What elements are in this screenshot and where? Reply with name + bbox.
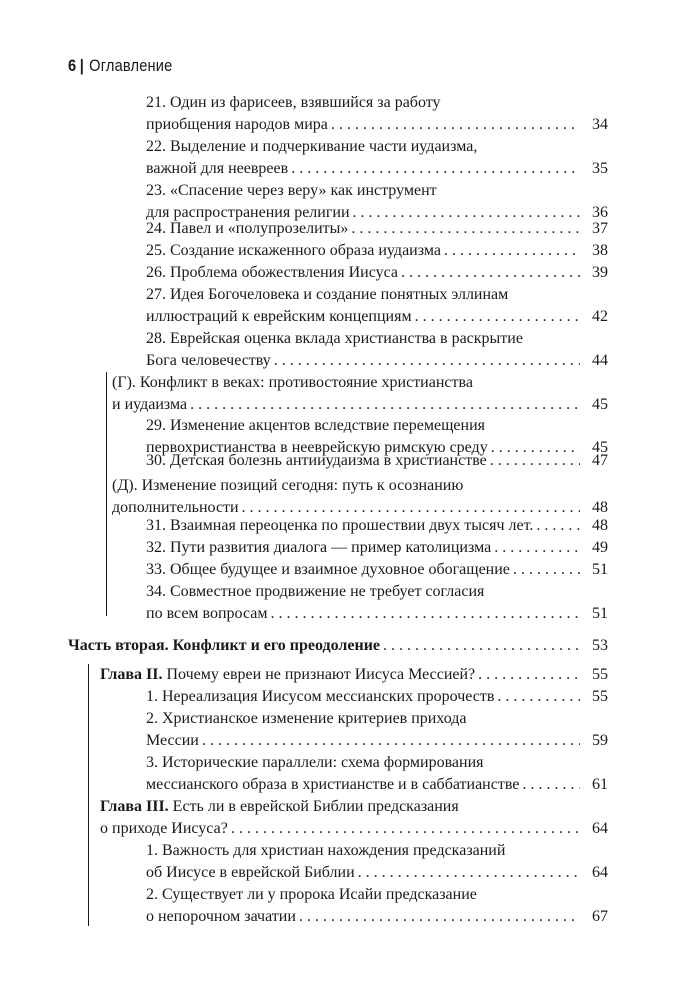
- toc-entry[interactable]: [146, 262, 608, 284]
- entry-title-text: [146, 306, 412, 328]
- entry-last-line: [146, 262, 608, 284]
- entry-title-line: [146, 180, 608, 202]
- toc-entry[interactable]: [100, 796, 608, 840]
- entry-title-text: [146, 862, 355, 884]
- entry-title-text: [112, 394, 187, 416]
- page-ref[interactable]: 67: [592, 908, 608, 925]
- page-ref[interactable]: 51: [592, 605, 608, 622]
- toc-entry[interactable]: [112, 475, 608, 519]
- entry-title-text: [68, 635, 380, 657]
- dot-leader: [415, 306, 580, 328]
- entry-last-line: [146, 730, 608, 752]
- entry-last-line: [146, 240, 608, 262]
- entry-title-line: [146, 136, 608, 158]
- page-ref[interactable]: 61: [592, 776, 608, 793]
- chapter-label: Глава III.: [100, 798, 169, 815]
- page-ref[interactable]: 48: [592, 517, 608, 534]
- entry-title-text: 29. Изменение акцентов вследствие перемещения: [146, 417, 485, 434]
- entry-title-text: 3. Исторические параллели: схема формирования: [146, 754, 484, 771]
- entry-title-text: [146, 730, 199, 752]
- entry-title-fragment: Почему евреи не признают Иисуса Мессией?: [162, 666, 476, 683]
- toc-entry[interactable]: [146, 240, 608, 262]
- entry-title-line: [146, 328, 608, 350]
- dot-leader: [358, 862, 580, 884]
- dot-leader: [401, 262, 580, 284]
- dot-leader: [270, 603, 580, 625]
- dot-leader: [291, 158, 580, 180]
- entry-title-line: [100, 796, 608, 818]
- dot-leader: [522, 774, 580, 796]
- entry-last-line: [100, 664, 608, 686]
- indent-rule-part2: [88, 664, 89, 926]
- page-ref[interactable]: 39: [592, 264, 608, 281]
- page-number: 6: [68, 56, 77, 75]
- entry-title-fragment: иллюстраций к еврейским концепциям: [146, 308, 412, 325]
- entry-title-text: 22. Выделение и подчеркивание части иудаизма,: [146, 138, 478, 155]
- entry-title-fragment: Бога человечеству: [146, 352, 271, 369]
- entry-title-fragment: Мессии: [146, 732, 199, 749]
- page-ref[interactable]: 34: [592, 116, 608, 133]
- entry-last-line: [146, 350, 608, 372]
- page-ref[interactable]: 37: [592, 220, 608, 237]
- indent-rule-part1: [106, 372, 107, 616]
- dot-leader: [383, 635, 580, 657]
- entry-last-line: [146, 515, 608, 537]
- entry-title-text: 27. Идея Богочеловека и создание понятных эллинам: [146, 286, 509, 303]
- entry-title-fragment: важной для неевреев: [146, 160, 289, 177]
- entry-title-fragment: 24. Павел и «полупрозелиты»: [146, 220, 349, 237]
- entry-title-text: 2. Существует ли у пророка Исайи предсказание: [146, 886, 477, 903]
- toc-entry[interactable]: [68, 635, 608, 657]
- entry-title-text: [146, 158, 288, 180]
- page-ref[interactable]: 45: [592, 396, 608, 413]
- entry-title-fragment: 32. Пути развития диалога — пример католицизма: [146, 539, 492, 556]
- toc-entry[interactable]: [146, 537, 608, 559]
- dot-leader: [299, 906, 580, 928]
- page-ref[interactable]: 64: [592, 864, 608, 881]
- entry-title-text: [146, 114, 328, 136]
- entry-last-line: [146, 114, 608, 136]
- toc-entry[interactable]: [146, 284, 608, 328]
- entry-title-text: [100, 818, 228, 840]
- entry-title-text: (Д). Изменение позиций сегодня: путь к осознанию: [112, 477, 464, 494]
- page-ref[interactable]: 48: [592, 499, 608, 516]
- dot-leader: [494, 537, 580, 559]
- toc-entry[interactable]: [146, 136, 608, 180]
- page-ref[interactable]: 44: [592, 352, 608, 369]
- dot-leader: [444, 240, 580, 262]
- entry-title-fragment: 26. Проблема обожествления Иисуса: [146, 264, 398, 281]
- entry-last-line: [146, 450, 608, 472]
- entry-title-fragment: и иудаизма: [112, 396, 188, 413]
- dot-leader: [190, 394, 580, 416]
- entry-title-text: 1. Важность для христиан нахождения предсказаний: [146, 842, 506, 859]
- dot-leader: [202, 730, 580, 752]
- entry-last-line: [146, 559, 608, 581]
- entry-title-text: [146, 603, 267, 625]
- entry-title-text: 28. Еврейская оценка вклада христианства в раскрытие: [146, 330, 523, 347]
- entry-title-line: [112, 475, 608, 497]
- entry-last-line: [146, 603, 608, 625]
- toc-entry[interactable]: [112, 372, 608, 416]
- entry-title-text: 2. Христианское изменение критериев прихода: [146, 710, 467, 727]
- entry-title-line: [112, 372, 608, 394]
- entry-last-line: [146, 774, 608, 796]
- page-ref[interactable]: 53: [592, 637, 608, 654]
- toc-entry[interactable]: [146, 218, 608, 240]
- page-ref[interactable]: 55: [592, 688, 608, 705]
- entry-title-line: [146, 708, 608, 730]
- entry-title-text: [146, 774, 519, 796]
- page-ref[interactable]: 47: [592, 452, 608, 469]
- entry-title-text: [146, 537, 491, 559]
- entry-title-fragment: 1. Нереализация Иисусом мессианских пророчеств: [146, 688, 495, 705]
- entry-title-line: [146, 581, 608, 603]
- entry-title-text: 34. Совместное продвижение не требует согласия: [146, 583, 485, 600]
- toc-entry[interactable]: [146, 581, 608, 625]
- toc-entry[interactable]: [146, 92, 608, 136]
- entry-title-text: [146, 686, 494, 708]
- entry-last-line: [146, 862, 608, 884]
- page-ref[interactable]: 64: [592, 820, 608, 837]
- entry-title-fragment: о непорочном зачатии: [146, 908, 296, 925]
- entry-title-text: [146, 240, 441, 262]
- page-ref[interactable]: 55: [592, 666, 608, 683]
- entry-title-line: [146, 752, 608, 774]
- entry-title-fragment: мессианского образа в христианстве и в саббатианстве: [146, 776, 520, 793]
- toc-entry[interactable]: [146, 559, 608, 581]
- entry-last-line: [146, 906, 608, 928]
- page-ref[interactable]: 59: [592, 732, 608, 749]
- entry-title-text: [146, 218, 348, 240]
- entry-title-text: [146, 450, 487, 472]
- entry-title-fragment: Часть вторая. Конфликт и его преодоление: [68, 637, 381, 654]
- dot-leader: [536, 515, 580, 537]
- running-head: [68, 56, 172, 76]
- entry-title-text: [146, 906, 296, 928]
- entry-title-fragment: 33. Общее будущее и взаимное духовное обогащение: [146, 561, 510, 578]
- entry-title-fragment: приобщения народов мира: [146, 116, 328, 133]
- page-ref[interactable]: 38: [592, 242, 608, 259]
- entry-title-fragment: по всем вопросам: [146, 605, 268, 622]
- toc-entry[interactable]: [146, 752, 608, 796]
- header-separator: |: [79, 56, 85, 75]
- entry-title-fragment: первохристианства в нееврейскую римскую среду: [146, 439, 488, 456]
- page-ref[interactable]: 42: [592, 308, 608, 325]
- entry-title-fragment: дополнительности: [112, 499, 239, 516]
- entry-last-line: [146, 306, 608, 328]
- toc-entry[interactable]: [146, 515, 608, 537]
- dot-leader: [497, 686, 580, 708]
- running-title: Оглавление: [89, 56, 173, 75]
- entry-title-text: Есть ли в еврейской Библии предсказания: [168, 798, 459, 815]
- entry-last-line: [146, 537, 608, 559]
- dot-leader: [513, 559, 580, 581]
- entry-last-line: [68, 635, 608, 657]
- entry-last-line: [112, 394, 608, 416]
- entry-title-text: 21. Один из фарисеев, взявшийся за работу: [146, 94, 441, 111]
- dot-leader: [478, 664, 580, 686]
- entry-title-fragment: об Иисусе в еврейской Библии: [146, 864, 355, 881]
- entry-title-fragment: для распространения религии: [146, 204, 350, 221]
- page-ref[interactable]: 35: [592, 160, 608, 177]
- toc-entry[interactable]: [146, 840, 608, 884]
- dot-leader: [351, 218, 580, 240]
- entry-title-fragment: 31. Взаимная переоценка по прошествии двух тысяч лет.: [146, 517, 534, 534]
- entry-title-text: (Г). Конфликт в веках: противостояние христианства: [112, 374, 473, 391]
- entry-last-line: [100, 818, 608, 840]
- toc-entry[interactable]: [146, 450, 608, 472]
- entry-last-line: [146, 158, 608, 180]
- dot-leader: [490, 450, 580, 472]
- entry-title-text: [146, 515, 533, 537]
- toc-entry[interactable]: [146, 328, 608, 372]
- entry-title-line: [146, 840, 608, 862]
- toc-entry[interactable]: [146, 708, 608, 752]
- toc-entry[interactable]: [146, 686, 608, 708]
- page-ref[interactable]: 51: [592, 561, 608, 578]
- chapter-label: Глава II.: [100, 666, 163, 683]
- entry-title-text: [100, 664, 475, 686]
- entry-title-text: [146, 559, 510, 581]
- entry-title-text: 23. «Спасение через веру» как инструмент: [146, 182, 437, 199]
- page-ref[interactable]: 45: [592, 439, 608, 456]
- entry-title-fragment: о приходе Иисуса?: [100, 820, 228, 837]
- dot-leader: [274, 350, 580, 372]
- entry-title-line: [146, 92, 608, 114]
- toc-entry[interactable]: [100, 664, 608, 686]
- entry-title-fragment: 30. Детская болезнь антииудаизма в христианстве: [146, 452, 487, 469]
- dot-leader: [231, 818, 580, 840]
- dot-leader: [331, 114, 580, 136]
- entry-title-line: [146, 415, 608, 437]
- entry-last-line: [146, 218, 608, 240]
- entry-title-line: [146, 284, 608, 306]
- entry-last-line: [146, 686, 608, 708]
- toc-entry[interactable]: [146, 884, 608, 928]
- entry-title-text: [146, 262, 398, 284]
- page-ref[interactable]: 49: [592, 539, 608, 556]
- entry-title-fragment: 25. Создание искаженного образа иудаизма: [146, 242, 441, 259]
- page-ref[interactable]: 36: [592, 204, 608, 221]
- entry-title-text: [146, 350, 271, 372]
- entry-title-line: [146, 884, 608, 906]
